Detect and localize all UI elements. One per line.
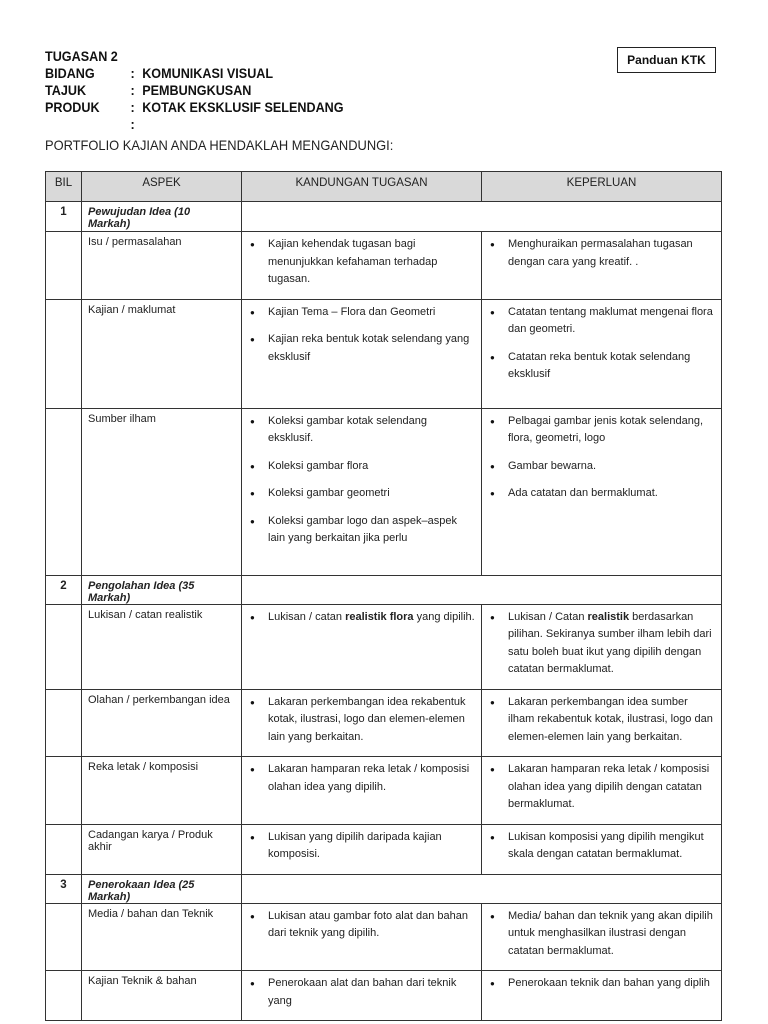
list-item: ● Koleksi gambar flora bbox=[248, 458, 475, 476]
section-title: Penerokaan Idea (25 Markah) bbox=[82, 874, 242, 903]
table-row bbox=[46, 604, 722, 689]
list-item: ● Koleksi gambar logo dan aspek–aspek lain yang berkaitan jika perlu bbox=[248, 513, 475, 548]
list-item: ● Gambar bewarna. bbox=[488, 458, 715, 476]
section-title: Pewujudan Idea (10 Markah) bbox=[82, 202, 242, 232]
bil-cell bbox=[46, 824, 82, 874]
bil-cell bbox=[46, 971, 82, 1021]
header-aspek: ASPEK bbox=[82, 172, 242, 202]
list-item: ● Kajian Tema – Flora dan Geometri bbox=[248, 304, 475, 322]
list-item: ● Kajian kehendak tugasan bagi menunjukkan kefahaman terhadap tugasan. bbox=[248, 236, 475, 289]
aspek-cell: Cadangan karya / Produk akhir bbox=[82, 824, 242, 874]
list-item: ● Catatan tentang maklumat mengenai flora dan geometri. bbox=[488, 304, 715, 339]
list-item: ● Media/ bahan dan teknik yang akan dipilih untuk menghasilkan ilustrasi dengan catatan bermaklumat. bbox=[488, 908, 715, 961]
field-empty bbox=[45, 116, 344, 133]
header-keperluan: KEPERLUAN bbox=[482, 172, 722, 202]
kandungan-cell bbox=[242, 408, 482, 575]
aspek-cell: Sumber ilham bbox=[82, 408, 242, 575]
table-row bbox=[46, 299, 722, 408]
field-value: KOMUNIKASI VISUAL bbox=[142, 65, 274, 81]
section-number: 1 bbox=[46, 202, 82, 232]
list-item: ● Lukisan / Catan realistik berdasarkan pilihan. Sekiranya sumber ilham lebih dari satu boleh buat ikut yang dipilih dengan catatan bermaklumat. bbox=[488, 609, 715, 679]
kandungan-cell bbox=[242, 903, 482, 971]
list-item: ● Koleksi gambar kotak selendang eksklusif. bbox=[248, 413, 475, 448]
table-row bbox=[46, 971, 722, 1021]
keperluan-cell bbox=[482, 757, 722, 825]
field-separator: : bbox=[130, 99, 135, 115]
aspek-cell: Kajian Teknik & bahan bbox=[82, 971, 242, 1021]
kandungan-cell bbox=[242, 689, 482, 757]
field-bidang bbox=[45, 65, 344, 82]
section-row bbox=[46, 575, 722, 604]
section-spacer bbox=[242, 874, 722, 903]
field-label bbox=[45, 116, 131, 133]
aspek-cell: Kajian / maklumat bbox=[82, 299, 242, 408]
table-row bbox=[46, 232, 722, 300]
list-item: ● Penerokaan teknik dan bahan yang diplih bbox=[488, 975, 715, 993]
kandungan-cell bbox=[242, 299, 482, 408]
field-separator: : bbox=[130, 65, 135, 81]
bil-cell bbox=[46, 604, 82, 689]
section-number: 2 bbox=[46, 575, 82, 604]
list-item: ● Koleksi gambar geometri bbox=[248, 485, 475, 503]
list-item: ● Lakaran perkembangan idea sumber ilham rekabentuk kotak, ilustrasi, logo dan elemen-elemen lain yang berkaitan. bbox=[488, 694, 715, 747]
assignment-header bbox=[45, 48, 344, 133]
field-separator: : bbox=[130, 82, 135, 98]
bil-cell bbox=[46, 232, 82, 300]
portfolio-table bbox=[45, 171, 722, 1021]
kandungan-cell bbox=[242, 971, 482, 1021]
keperluan-cell bbox=[482, 232, 722, 300]
table-row bbox=[46, 824, 722, 874]
aspek-cell: Lukisan / catan realistik bbox=[82, 604, 242, 689]
field-value: KOTAK EKSKLUSIF SELENDANG bbox=[142, 99, 344, 115]
kandungan-cell bbox=[242, 757, 482, 825]
section-spacer bbox=[242, 575, 722, 604]
field-value: PEMBUNGKUSAN bbox=[142, 82, 252, 98]
list-item: ● Lukisan atau gambar foto alat dan bahan dari teknik yang dipilih. bbox=[248, 908, 475, 943]
field-label: PRODUK bbox=[45, 99, 100, 115]
bil-cell bbox=[46, 903, 82, 971]
section-title: Pengolahan Idea (35 Markah) bbox=[82, 575, 242, 604]
field-tajuk bbox=[45, 82, 344, 99]
list-item: ● Ada catatan dan bermaklumat. bbox=[488, 485, 715, 503]
emphasis-text: realistik bbox=[587, 610, 630, 623]
panduan-ktk-badge: Panduan KTK bbox=[617, 47, 716, 73]
portfolio-intro: PORTFOLIO KAJIAN ANDA HENDAKLAH MENGANDUNGI: bbox=[45, 137, 394, 153]
kandungan-cell bbox=[242, 824, 482, 874]
aspek-cell: Isu / permasalahan bbox=[82, 232, 242, 300]
section-row bbox=[46, 874, 722, 903]
list-item: ● Lakaran hamparan reka letak / komposisi olahan idea yang dipilih dengan catatan bermaklumat. bbox=[488, 761, 715, 814]
section-number: 3 bbox=[46, 874, 82, 903]
table-row bbox=[46, 903, 722, 971]
keperluan-cell bbox=[482, 689, 722, 757]
table-row bbox=[46, 757, 722, 825]
aspek-cell: Media / bahan dan Teknik bbox=[82, 903, 242, 971]
table-row bbox=[46, 689, 722, 757]
table-header-row bbox=[46, 172, 722, 202]
aspek-cell: Olahan / perkembangan idea bbox=[82, 689, 242, 757]
field-label: BIDANG bbox=[45, 65, 95, 81]
list-item: ● Lakaran perkembangan idea rekabentuk kotak, ilustrasi, logo dan elemen-elemen lain yang berkaitan. bbox=[248, 694, 475, 747]
header-bil: BIL bbox=[46, 172, 82, 202]
list-item: ● Catatan reka bentuk kotak selendang eksklusif bbox=[488, 349, 715, 384]
bil-cell bbox=[46, 299, 82, 408]
field-separator: : bbox=[130, 116, 135, 132]
keperluan-cell bbox=[482, 971, 722, 1021]
header-kandungan: KANDUNGAN TUGASAN bbox=[242, 172, 482, 202]
section-row bbox=[46, 202, 722, 232]
list-item: ● Kajian reka bentuk kotak selendang yang eksklusif bbox=[248, 331, 475, 366]
emphasis-text: realistik flora bbox=[345, 610, 414, 623]
list-item: ● Pelbagai gambar jenis kotak selendang, flora, geometri, logo bbox=[488, 413, 715, 448]
assignment-title: TUGASAN 2 bbox=[45, 48, 118, 64]
list-item: ● Penerokaan alat dan bahan dari teknik yang bbox=[248, 975, 475, 1010]
keperluan-cell bbox=[482, 408, 722, 575]
list-item: ● Lukisan / catan realistik flora yang dipilih. bbox=[248, 609, 475, 627]
kandungan-cell bbox=[242, 604, 482, 689]
field-label: TAJUK bbox=[45, 82, 87, 98]
bil-cell bbox=[46, 689, 82, 757]
keperluan-cell bbox=[482, 824, 722, 874]
keperluan-cell bbox=[482, 604, 722, 689]
list-item: ● Menghuraikan permasalahan tugasan dengan cara yang kreatif. . bbox=[488, 236, 715, 271]
list-item: ● Lukisan yang dipilih daripada kajian komposisi. bbox=[248, 829, 475, 864]
list-item: ● Lakaran hamparan reka letak / komposisi olahan idea yang dipilih. bbox=[248, 761, 475, 796]
bil-cell bbox=[46, 408, 82, 575]
section-spacer bbox=[242, 202, 722, 232]
bil-cell bbox=[46, 757, 82, 825]
table-row bbox=[46, 408, 722, 575]
list-item: ● Lukisan komposisi yang dipilih mengikut skala dengan catatan bermaklumat. bbox=[488, 829, 715, 864]
keperluan-cell bbox=[482, 299, 722, 408]
field-produk bbox=[45, 99, 344, 116]
keperluan-cell bbox=[482, 903, 722, 971]
aspek-cell: Reka letak / komposisi bbox=[82, 757, 242, 825]
kandungan-cell bbox=[242, 232, 482, 300]
